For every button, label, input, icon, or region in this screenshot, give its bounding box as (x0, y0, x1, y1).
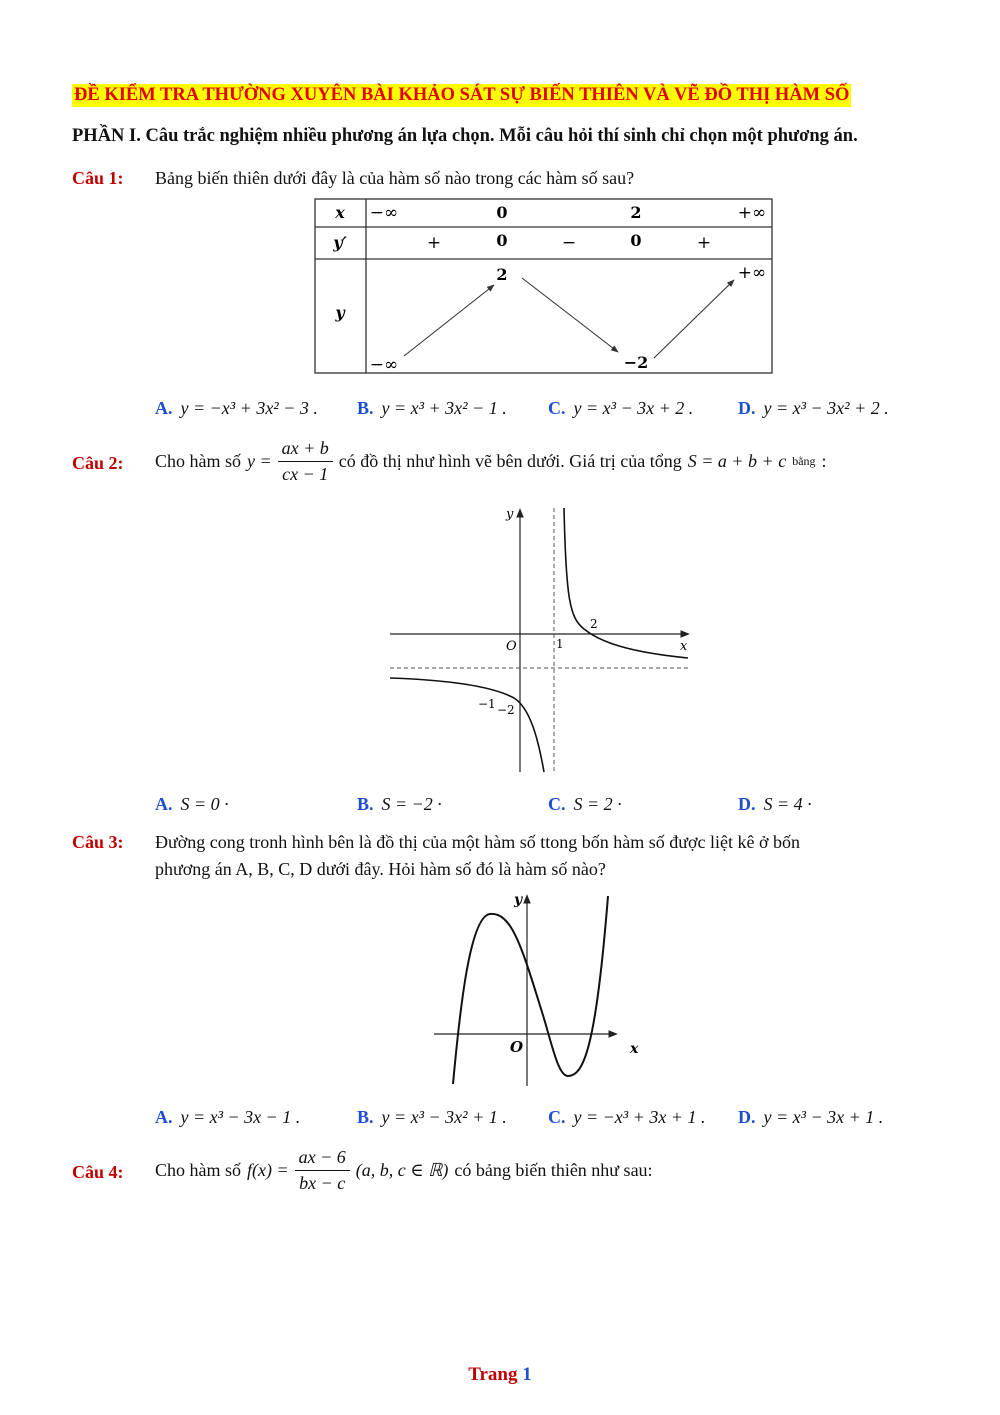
q3-option-d[interactable]: D. y = x³ − 3x + 1 . (738, 1107, 884, 1127)
q1-label: Câu 1: (72, 168, 124, 188)
table-sign: + (426, 233, 442, 253)
table-x-value: 2 (630, 203, 642, 222)
q3-line2: phương án A, B, C, D dưới đây. Hỏi hàm số đó là hàm số nào? (155, 859, 606, 879)
curve-right-branch (564, 508, 688, 658)
table-y-value: −∞ (369, 355, 399, 375)
table-y-value: −2 (623, 353, 649, 372)
q4-fraction: $\frac{ax - 6}{bx - c}$ (295, 1147, 350, 1194)
part-heading: PHẦN I. Câu trắc nghiệm nhiều phương án lựa chọn. Mỗi câu hỏi thí sinh chỉ chọn một phương án. (72, 126, 858, 146)
table-yprime-label: y′ (333, 233, 347, 252)
q1-variation-table (314, 198, 774, 376)
q2-text: Cho hàm số y = $\frac{ax + b}{cx - 1}$ có đồ thị như hình vẽ bên dưới. Giá trị của tổng S = a + b + c bằng : (155, 438, 827, 484)
q2-option-c[interactable]: C. S = 2 · (548, 794, 622, 814)
q2-hyperbola-graph (388, 500, 698, 780)
q1-text: Bảng biến thiên dưới đây là của hàm số nào trong các hàm số sau? (155, 168, 635, 188)
q1-option-a[interactable]: A. y = −x³ + 3x² − 3 . (155, 398, 318, 418)
document-title: ĐỀ KIỂM TRA THƯỜNG XUYÊN BÀI KHẢO SÁT SỰ BIẾN THIÊN VÀ VẼ ĐỒ THỊ HÀM SỐ (74, 85, 850, 105)
tick-label-2: 2 (590, 617, 598, 631)
table-sign: + (696, 233, 712, 253)
axis-x-label: x (630, 1041, 639, 1057)
table-x-label: x (335, 203, 345, 222)
q3-option-a[interactable]: A. y = x³ − 3x − 1 . (155, 1107, 301, 1127)
q3-option-b[interactable]: B. y = x³ − 3x² + 1 . (357, 1107, 507, 1127)
table-x-value: 0 (496, 203, 508, 222)
q4-label: Câu 4: (72, 1162, 124, 1182)
axis-y-label: y (514, 892, 523, 908)
table-y-value: 2 (496, 265, 508, 284)
axis-x-label: x (680, 639, 688, 654)
origin-label: O (506, 639, 517, 654)
q3-cubic-graph (430, 888, 650, 1088)
q2-option-b[interactable]: B. S = −2 · (357, 794, 442, 814)
q1-option-b[interactable]: B. y = x³ + 3x² − 1 . (357, 398, 507, 418)
q1-option-c[interactable]: C. y = x³ − 3x + 2 . (548, 398, 694, 418)
curve-left-branch (390, 678, 544, 772)
increase-arrow (654, 280, 734, 358)
q2-option-a[interactable]: A. S = 0 · (155, 794, 229, 814)
cubic-curve (453, 896, 608, 1084)
q3-option-c[interactable]: C. y = −x³ + 3x + 1 . (548, 1107, 706, 1127)
table-sign: − (561, 233, 577, 253)
q2-label: Câu 2: (72, 453, 124, 473)
q3-line1: Đường cong tronh hình bên là đồ thị của một hàm số ttong bốn hàm số được liệt kê ở bốn (155, 832, 800, 852)
page-footer: Trang 1 (468, 1364, 532, 1385)
tick-label-minus-2: −2 (497, 703, 515, 717)
table-x-value: −∞ (369, 203, 399, 223)
decrease-arrow (522, 278, 618, 352)
origin-label: O (510, 1038, 524, 1056)
increase-arrow (404, 285, 494, 356)
q2-option-d[interactable]: D. S = 4 · (738, 794, 812, 814)
q3-label: Câu 3: (72, 832, 124, 852)
table-x-value: +∞ (737, 203, 767, 223)
table-y-label: y (335, 303, 345, 322)
q1-option-d[interactable]: D. y = x³ − 3x² + 2 . (738, 398, 889, 418)
q4-text: Cho hàm số f(x) = $\frac{ax - 6}{bx - c}$ (a, b, c ∈ ℝ) có bảng biến thiên như sau: (155, 1147, 653, 1193)
tick-label-minus-1: −1 (478, 697, 496, 711)
table-y-value: +∞ (737, 263, 767, 283)
axis-y-label: y (506, 507, 514, 522)
q2-fraction: $\frac{ax + b}{cx - 1}$ (278, 438, 333, 485)
table-sign: 0 (496, 231, 508, 250)
tick-label-1: 1 (556, 637, 564, 651)
table-sign: 0 (630, 231, 642, 250)
